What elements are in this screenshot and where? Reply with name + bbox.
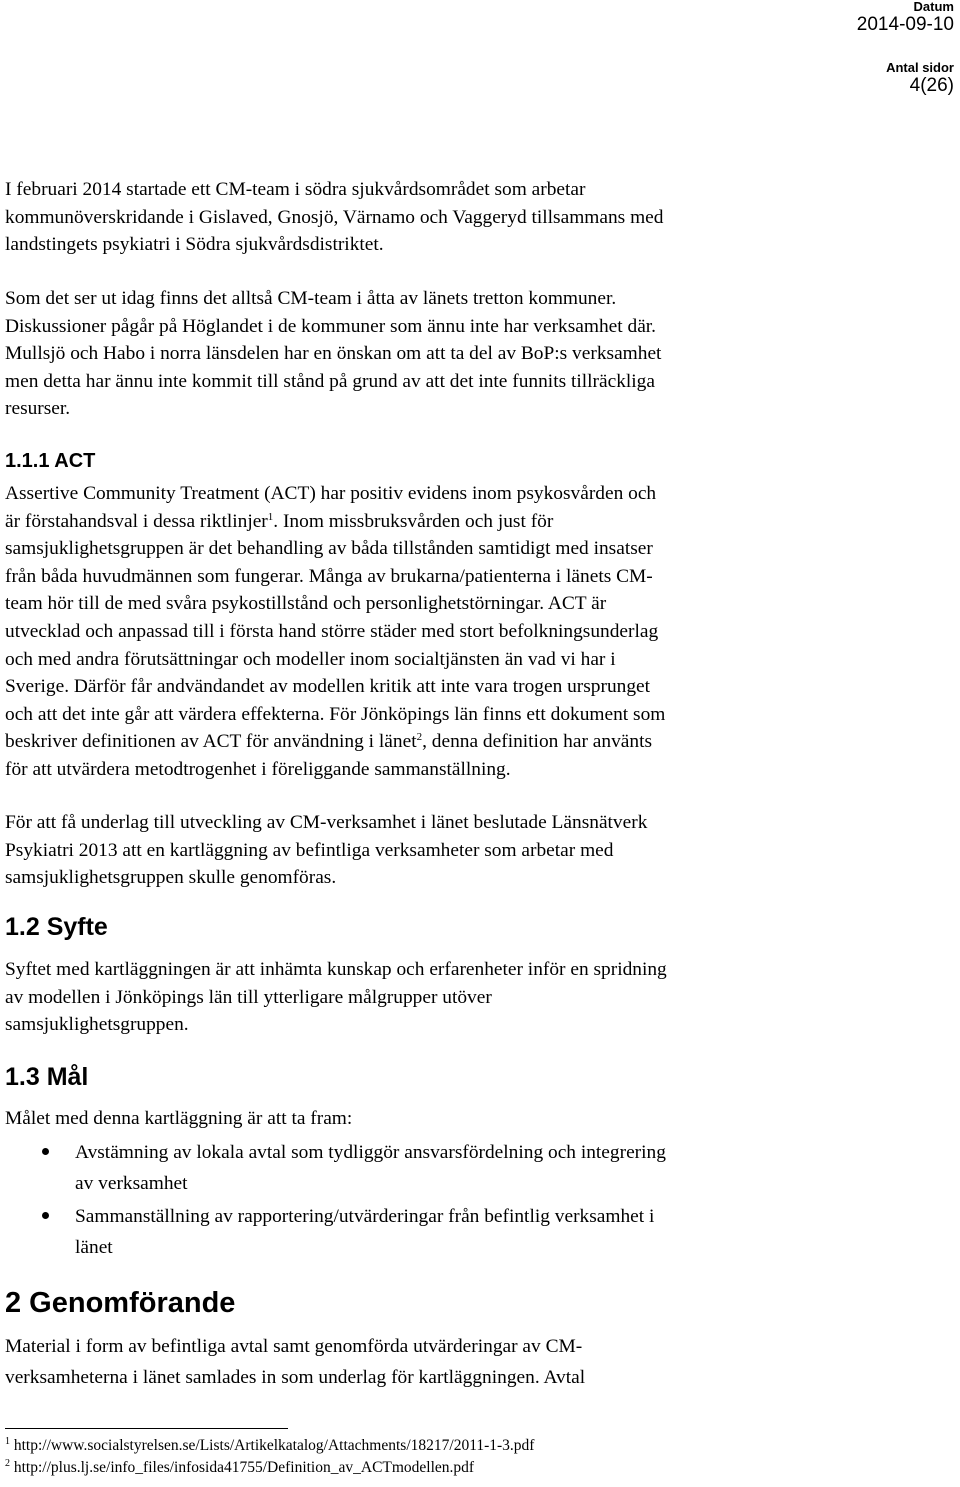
text-line: resurser. bbox=[5, 398, 71, 420]
footnote-link[interactable]: http://www.socialstyrelsen.se/Lists/Artikelkatalog/Attachments/18217/2011-1-3.pdf bbox=[10, 1437, 535, 1454]
footnote-divider bbox=[5, 1428, 288, 1429]
text-line: Sammanställning av rapportering/utvärderingar från befintlig verksamhet i bbox=[75, 1206, 655, 1227]
syfte-paragraph bbox=[5, 956, 955, 1039]
text-line: samsjuklighetsgruppen är det behandling av båda tillstånden samtidigt med insatser bbox=[5, 538, 653, 560]
date-value: 2014-09-10 bbox=[856, 14, 954, 35]
text-line: samsjuklighetsgruppen. bbox=[5, 1014, 189, 1036]
section-syfte bbox=[5, 913, 955, 942]
text-line bbox=[5, 508, 955, 536]
list-item bbox=[5, 1202, 955, 1263]
text-line: men detta har ännu inte kommit till stånd på grund av att det inte funnits tillräckliga bbox=[5, 370, 655, 392]
text-line: länet bbox=[75, 1236, 113, 1258]
text-line: Diskussioner pågår på Höglandet i de kommuner som ännu inte har verksamhet där. bbox=[5, 315, 657, 337]
text-line: kommunöverskridande i Gislaved, Gnosjö, Värnamo och Vaggeryd tillsammans med bbox=[5, 206, 664, 228]
text-line: från båda huvudmännen som fungerar. Många av brukarna/patienterna i länets CM- bbox=[5, 565, 653, 587]
text-line: för att utvärdera metodtrogenhet i föreliggande sammanställning. bbox=[5, 758, 511, 780]
footnote-ref-2: 2 bbox=[416, 731, 423, 744]
section-mal bbox=[5, 1063, 955, 1092]
header-pages bbox=[886, 61, 954, 97]
text-line: team hör till de med svåra psykostillstånd och personlighetstörningar. ACT är bbox=[5, 593, 607, 615]
text-line: Psykiatri 2013 att en kartläggning av befintliga verksamheter som arbetar med bbox=[5, 839, 614, 861]
footnotes bbox=[5, 1437, 955, 1477]
section-act bbox=[5, 450, 955, 473]
text-line: Mullsjö och Habo i norra länsdelen har en önskan om att ta del av BoP:s verksamhet bbox=[5, 343, 662, 365]
pages-label: Antal sidor bbox=[886, 60, 954, 75]
footnote-number: 2 bbox=[5, 1458, 10, 1469]
intro-paragraph-2 bbox=[5, 285, 955, 423]
date-label: Datum bbox=[913, 0, 954, 14]
text-line: För att få underlag till utveckling av CM-verksamhet i länet beslutade Länsnätverk bbox=[5, 812, 648, 833]
text-line: Material i form av befintliga avtal samt genomförda utvärderingar av CM- bbox=[5, 1336, 583, 1357]
list-item bbox=[5, 1138, 955, 1199]
text-line: och att det inte går att värdera effekterna. För Jönköpings län finns ett dokument som bbox=[5, 703, 666, 725]
pages-value: 4(26) bbox=[909, 75, 954, 96]
header-date bbox=[857, 0, 954, 36]
act-paragraph bbox=[5, 480, 955, 784]
text-line: Assertive Community Treatment (ACT) har positiv evidens inom psykosvården och bbox=[5, 483, 657, 504]
text-line: Som det ser ut idag finns det alltså CM-team i åtta av länets tretton kommuner. bbox=[5, 288, 617, 309]
footnote-number: 1 bbox=[5, 1436, 10, 1447]
mal-intro bbox=[5, 1105, 955, 1133]
footnote-1 bbox=[5, 1437, 955, 1455]
section-heading-act: 1.1.1 ACT bbox=[5, 450, 96, 472]
bullet-icon bbox=[42, 1148, 49, 1155]
text-line: Avstämning av lokala avtal som tydliggör ansvarsfördelning och integrering bbox=[75, 1142, 666, 1163]
text-segment: beskriver definitionen av ACT för användning i länet bbox=[5, 731, 417, 753]
text-segment: . Inom missbruksvården och just för bbox=[273, 510, 554, 532]
footnote-ref-1: 1 bbox=[267, 510, 274, 523]
text-line: I februari 2014 startade ett CM-team i södra sjukvårdsområdet som arbetar bbox=[5, 179, 586, 200]
section-heading-mal: 1.3 Mål bbox=[5, 1063, 89, 1091]
text-line: verksamheterna i länet samlades in som underlag för kartläggningen. Avtal bbox=[5, 1367, 586, 1388]
text-line bbox=[5, 728, 955, 756]
footnote-link[interactable]: http://plus.lj.se/info_files/infosida41755/Definition_av_ACTmodellen.pdf bbox=[10, 1459, 475, 1476]
text-line: av modellen i Jönköpings län till ytterligare målgrupper utöver bbox=[5, 986, 492, 1008]
intro-paragraph-1 bbox=[5, 176, 955, 259]
text-segment: är förstahandsval i dessa riktlinjer bbox=[5, 510, 268, 532]
mal-bullet-list bbox=[5, 1138, 955, 1263]
text-line: landstingets psykiatri i Södra sjukvårdsdistriktet. bbox=[5, 234, 384, 256]
text-line: Målet med denna kartläggning är att ta fram: bbox=[5, 1108, 353, 1129]
text-line: utvecklad och anpassad till i första hand större städer med stort befolkningsunderlag bbox=[5, 620, 659, 642]
bullet-icon bbox=[42, 1212, 49, 1219]
section-genomforande bbox=[5, 1287, 955, 1320]
cm-paragraph bbox=[5, 809, 955, 892]
text-line: Sverige. Därför får andvändandet av modellen kritik att inte vara trogen ursprunget bbox=[5, 676, 651, 698]
section-heading-genomforande: 2 Genomförande bbox=[5, 1287, 236, 1319]
text-line: Syftet med kartläggningen är att inhämta kunskap och erfarenheter inför en spridning bbox=[5, 959, 667, 980]
genomforande-paragraph bbox=[5, 1331, 955, 1393]
footnote-2 bbox=[5, 1459, 955, 1477]
text-line: och med andra förutsättningar och modeller inom socialtjänsten än vad vi har i bbox=[5, 648, 616, 670]
text-line: samsjuklighetsgruppen skulle genomföras. bbox=[5, 867, 337, 889]
section-heading-syfte: 1.2 Syfte bbox=[5, 913, 108, 941]
text-segment: , denna definition har använts bbox=[422, 731, 653, 753]
text-line: av verksamhet bbox=[75, 1172, 188, 1194]
